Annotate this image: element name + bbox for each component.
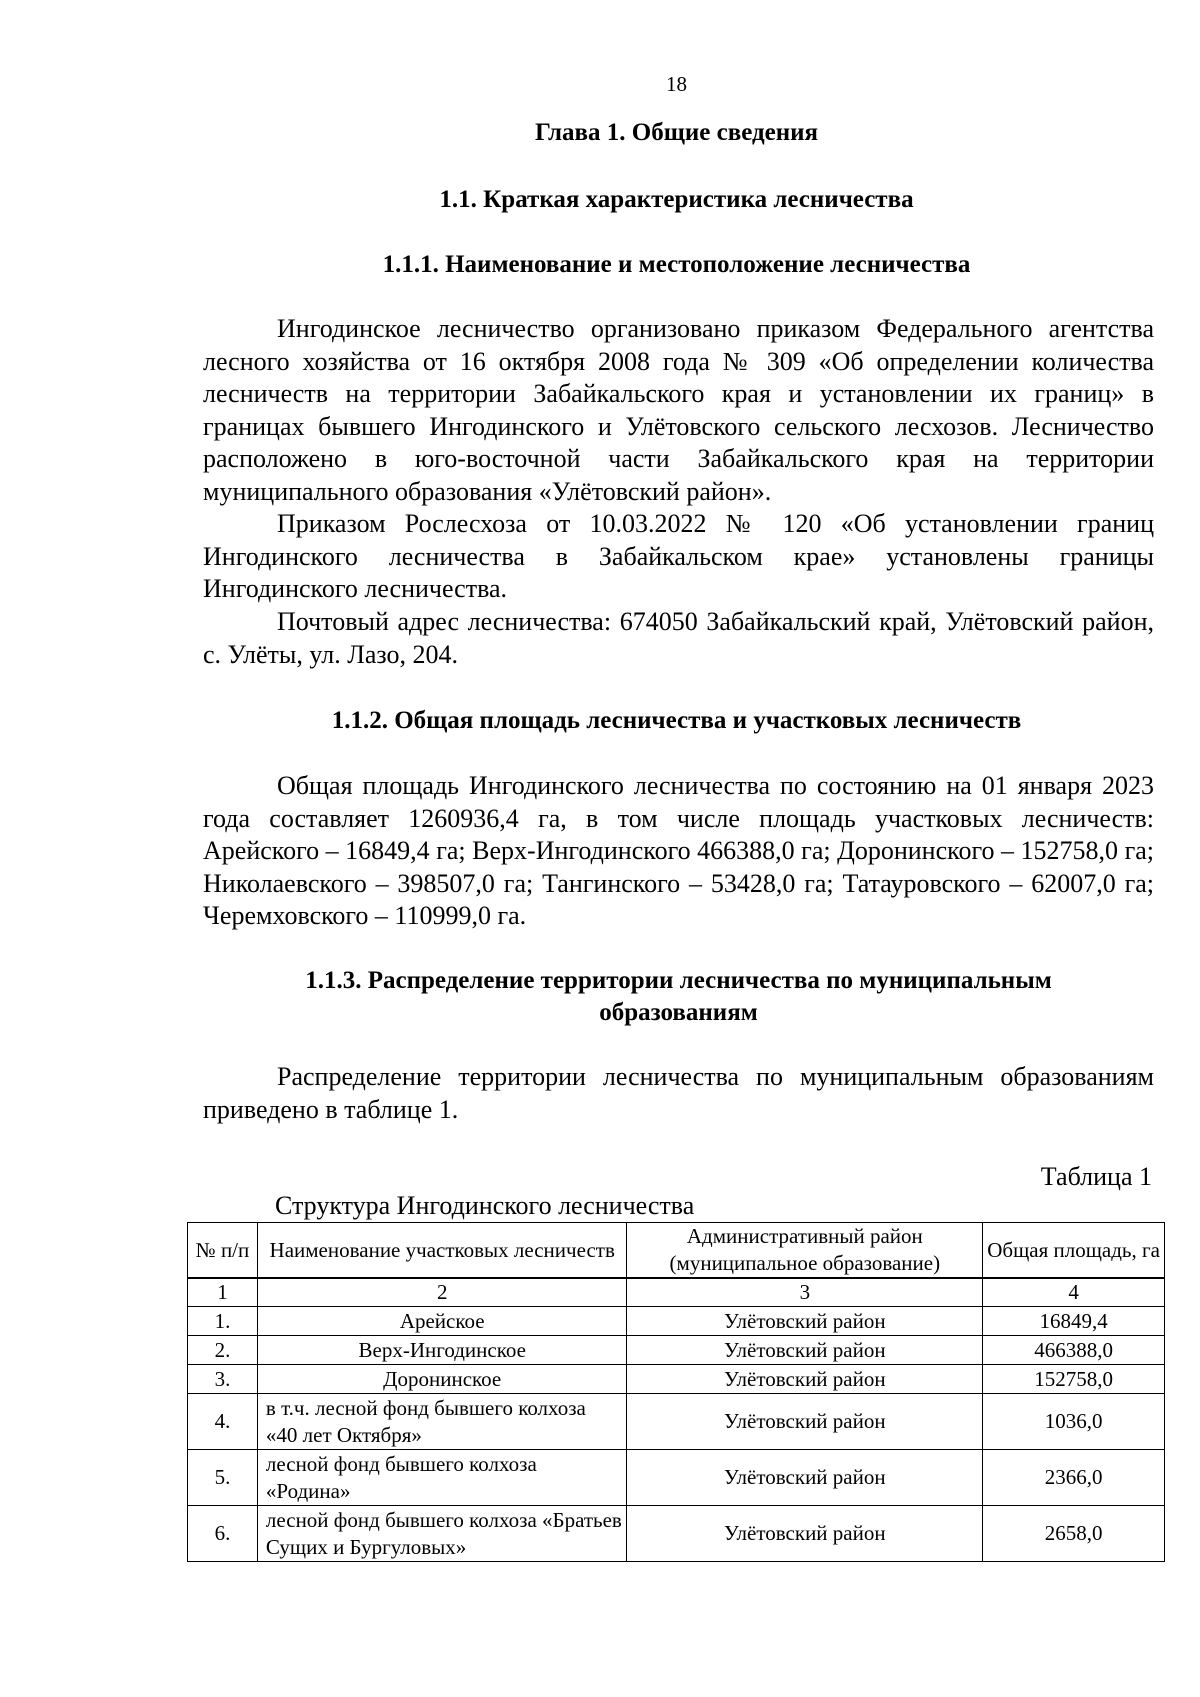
row-district: Улётовский район (627, 1506, 983, 1562)
section-heading-1-1-3-line1: 1.1.3. Распределение территории лесничества по муниципальным (305, 967, 1052, 994)
header-district: Административный район (муниципальное образование) (627, 1223, 983, 1279)
row-district: Улётовский район (627, 1365, 983, 1394)
row-name: в т.ч. лесной фонд бывшего колхоза «40 лет Октября» (257, 1394, 627, 1450)
row-num: 6. (188, 1506, 258, 1562)
table-title: Структура Ингодинского лесничества (275, 1191, 695, 1220)
header-num: № п/п (188, 1223, 258, 1279)
column-number: 2 (257, 1278, 627, 1307)
row-name: Доронинское (257, 1365, 627, 1394)
row-name: Верх-Ингодинское (257, 1336, 627, 1365)
table-header-row (188, 1223, 1165, 1279)
row-num: 3. (188, 1365, 258, 1394)
chapter-title: Глава 1. Общие сведения (534, 119, 819, 146)
table-row (188, 1394, 1165, 1450)
table-row (188, 1365, 1165, 1394)
column-number: 1 (188, 1278, 258, 1307)
row-area: 152758,0 (983, 1365, 1165, 1394)
section-heading-1-1-2: 1.1.2. Общая площадь лесничества и участковых лесничеств (331, 707, 1022, 734)
header-name: Наименование участковых лесничеств (257, 1223, 627, 1279)
header-area: Общая площадь, га (983, 1223, 1165, 1279)
paragraph-order: Приказом Рослесхоза от 10.03.2022 № 120 «Об установлении границ Ингодинского лесничества в Забайкальском крае» установлены границы Ингодинского лесничества. (203, 509, 1154, 603)
row-district: Улётовский район (627, 1450, 983, 1506)
row-area: 2658,0 (983, 1506, 1165, 1562)
row-district: Улётовский район (627, 1336, 983, 1365)
section-heading-1-1: 1.1. Краткая характеристика лесничества (439, 186, 914, 213)
table-column-numbers-row (188, 1278, 1165, 1307)
table-label: Таблица 1 (1040, 1162, 1152, 1191)
row-num: 1. (188, 1307, 258, 1336)
paragraph-location: Ингодинское лесничество организовано приказом Федерального агентства лесного хозяйства от 16 октября 2008 года № 309 «Об определении количества лесничеств на территории Забайкальского края и установлении их границ» в границах бывшего Ингодинского и Улётовского сельского лесхозов. Лесничество расположено в юго-восточной части Забайкальского края на территории муниципального образования «Улётовский район». (203, 314, 1154, 506)
paragraph-address: Почтовый адрес лесничества: 674050 Забайкальский край, Улётовский район, с. Улёты, ул. Лазо, 204. (203, 607, 1154, 669)
row-num: 5. (188, 1450, 258, 1506)
row-name: Арейское (257, 1307, 627, 1336)
table-row (188, 1307, 1165, 1336)
section-heading-1-1-1: 1.1.1. Наименование и местоположение лесничества (382, 251, 971, 278)
paragraph-total-area: Общая площадь Ингодинского лесничества по состоянию на 01 января 2023 года составляет 1260936,4 га, в том числе площадь участковых лесничеств: Арейского – 16849,4 га; Верх-Ингодинского 466388,0 га; Доронинского – 152758,0 га; Николаевского – 398507,0 га; Тангинского – 53428,0 га; Татауровского – 62007,0 га; Черемховского – 110999,0 га. (203, 771, 1154, 930)
section-heading-1-1-3 (203, 965, 1154, 1029)
column-number: 3 (627, 1278, 983, 1307)
row-area: 1036,0 (983, 1394, 1165, 1450)
row-district: Улётовский район (627, 1394, 983, 1450)
row-num: 4. (188, 1394, 258, 1450)
table-row (188, 1506, 1165, 1562)
row-district: Улётовский район (627, 1307, 983, 1336)
table-row (188, 1336, 1165, 1365)
column-number: 4 (983, 1278, 1165, 1307)
table-row (188, 1450, 1165, 1506)
paragraph-distribution: Распределение территории лесничества по муниципальным образованиям приведено в таблице 1. (203, 1062, 1154, 1124)
structure-table (187, 1222, 1165, 1562)
row-name: лесной фонд бывшего колхоза «Братьев Сущих и Бургуловых» (257, 1506, 627, 1562)
row-area: 2366,0 (983, 1450, 1165, 1506)
row-num: 2. (188, 1336, 258, 1365)
section-heading-1-1-3-line2: образованиям (599, 999, 758, 1026)
page-number: 18 (666, 72, 687, 96)
row-area: 466388,0 (983, 1336, 1165, 1365)
row-name: лесной фонд бывшего колхоза «Родина» (257, 1450, 627, 1506)
row-area: 16849,4 (983, 1307, 1165, 1336)
